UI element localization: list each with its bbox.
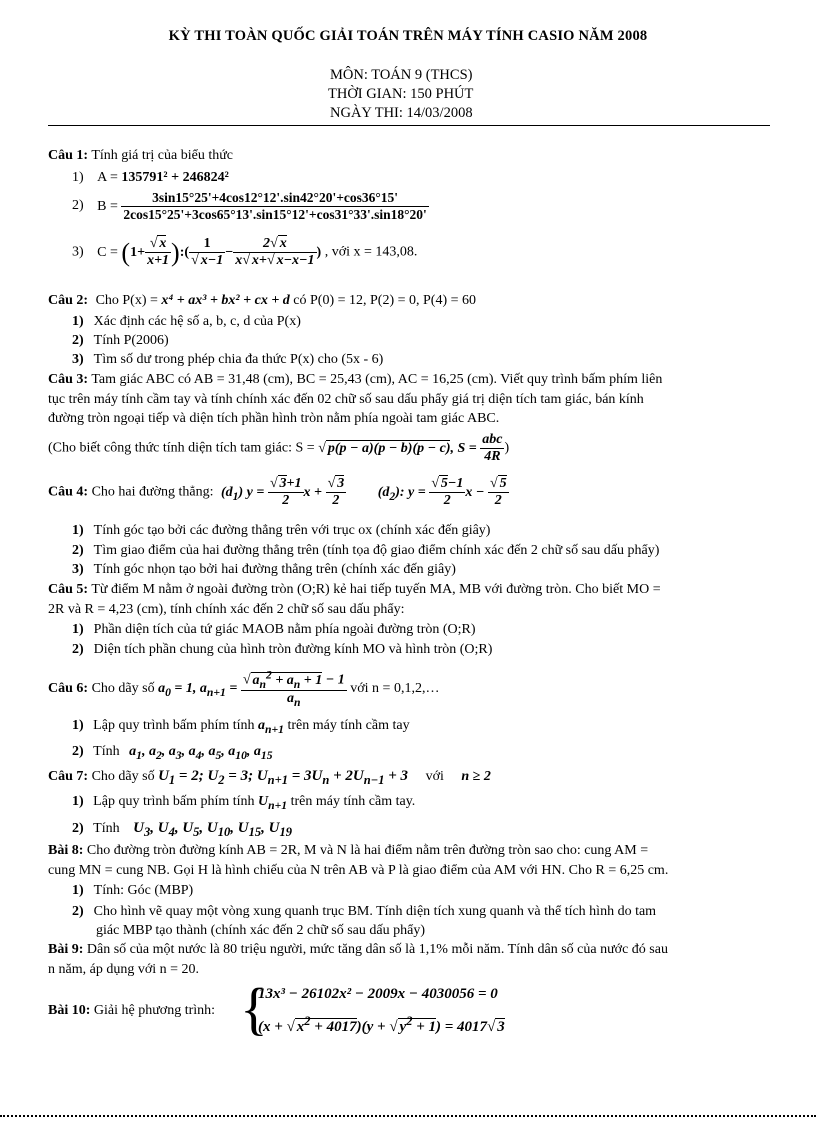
a-terms: $a_1$, $a_2$, $a_3$, $a_4$, $a_5$, $a_{10}$, $a_{15}$ xyxy=(129,744,273,762)
item-number: 1) xyxy=(72,794,84,809)
q2-item-3 xyxy=(72,352,383,368)
q3-line-2: tục trên máy tính cầm tay và tính chính xác đến 02 chữ số sau dấu phẩy giá trị diện tích tam giác, bán kính xyxy=(48,392,644,407)
q3-text-1: Tam giác ABC có AB = 31,48 (cm), BC = 25,43 (cm), AC = 16,25 (cm). Viết quy trình bấm phím liên xyxy=(91,372,663,387)
q6-label: Câu 6: xyxy=(48,680,89,696)
item-number: 2) xyxy=(72,333,84,348)
q2-intro: Cho P(x) = xyxy=(95,293,158,308)
item-number: 2) xyxy=(72,744,84,759)
b9-line-1 xyxy=(48,942,668,958)
item-text-b: trên máy tính cầm tay. xyxy=(290,794,416,809)
q1-prompt: Tính giá trị của biểu thức xyxy=(91,148,234,163)
line-d1: $(d_1) y$ = $\frac{√ 3+1}{2}$ x + $\frac{√ 3}{2}$ xyxy=(221,476,345,508)
q7-item-1 xyxy=(72,794,415,812)
q7-mid: với xyxy=(425,769,444,784)
item-text-b: trên máy tính cầm tay xyxy=(287,718,410,733)
exam-subject: MÔN: TOÁN 9 (THCS) xyxy=(330,67,473,83)
q4-item-1 xyxy=(72,523,490,539)
a-n-plus-1: $a_{n+1}$ xyxy=(258,718,284,736)
b8-item-2-cont: giác MBP tạo thành (chính xác đến 2 chữ số sau dấu phẩy) xyxy=(96,923,425,938)
b-numerator: 3sin15°25'+4cos12°12'.sin42°20'+cos36°15' xyxy=(121,190,428,207)
b9-label: Bài 9: xyxy=(48,942,84,957)
item-number: 3) xyxy=(72,244,84,260)
q1-item-2 xyxy=(72,190,429,223)
q6-intro: Cho dãy số xyxy=(91,680,155,696)
b9-text-1: Dân số của một nước là 80 triệu người, mức tăng dân số là 1,1% mỗi năm. Tính dân số của nước đó sau xyxy=(86,942,668,957)
q3-line-3: đường tròn ngoại tiếp và diện tích phần hình tròn nằm phía ngoài tam giác ABC. xyxy=(48,411,500,426)
item-number: 1) xyxy=(72,883,84,898)
item-number: 2) xyxy=(72,904,84,919)
n-condition: n ≥ 2 xyxy=(461,769,491,784)
a-lhs: A = xyxy=(97,170,118,185)
item-text: Tìm số dư trong phép chia đa thức P(x) cho (5x - 6) xyxy=(93,352,384,367)
b-denominator: 2cos15°25'+3cos65°13'.sin15°12'+cos31°33'.sin18°20' xyxy=(123,207,427,222)
item-number: 1) xyxy=(72,622,84,637)
q3-line-1 xyxy=(48,372,662,388)
item-text: Lập quy trình bấm phím tính xyxy=(93,718,255,733)
b8-line-1 xyxy=(48,843,648,859)
q4-item-3 xyxy=(72,562,456,578)
item-text: Tính góc nhọn tạo bởi hai đường thẳng trên (chính xác đến giây) xyxy=(93,562,456,577)
q2-item-1 xyxy=(72,314,301,330)
b8-label: Bài 8: xyxy=(48,843,84,858)
item-number: 3) xyxy=(72,352,84,367)
exam-date: NGÀY THI: 14/03/2008 xyxy=(330,105,473,121)
q5-item-2 xyxy=(72,642,492,658)
item-text: Xác định các hệ số a, b, c, d của P(x) xyxy=(93,314,301,329)
b8-item-2 xyxy=(72,904,656,920)
system-eq-2: (x + √ $x^2 + 4017)(y$ + √ $y^2 + 1) = 4017√$ 3 xyxy=(258,1014,505,1035)
item-number: 2) xyxy=(72,197,84,213)
b9-line-2: n năm, áp dụng với n = 20. xyxy=(48,962,200,977)
q2-heading xyxy=(48,293,476,309)
b8-item-1 xyxy=(72,883,193,899)
b-fraction xyxy=(121,190,428,223)
footer-dotted-line xyxy=(0,1115,816,1117)
item-text: Phần diện tích của tứ giác MAOB nằm phía ngoài đường tròn (O;R) xyxy=(93,622,476,637)
sequence-u-definition: $U_1 = 2$; $U_2 = 3$; $U_{n+1} = 3U_n + 2U_{n-1} + 3$ xyxy=(158,768,409,787)
item-text: Diện tích phần chung của hình tròn đường kính MO và hình tròn (O;R) xyxy=(93,642,493,657)
system-eq-1: 13x³ − 26102x² − 2009x − 4030056 = 0 xyxy=(258,986,498,1002)
q3-label: Câu 3: xyxy=(48,372,89,387)
q1-heading xyxy=(48,148,233,164)
b10-label: Bài 10: xyxy=(48,1003,91,1018)
formula-intro: (Cho biết công thức tính diện tích tam giác: S = xyxy=(48,440,315,456)
exam-time: THỜI GIAN: 150 PHÚT xyxy=(328,86,474,102)
item-text: Tính P(2006) xyxy=(93,333,169,348)
c-expression: (1+ $\frac{√ x}{x+1}$ ):( $\frac{1}{√ x-1}$ − $\frac{2√ x}{x√ x+√ x-x-1}$ ) xyxy=(121,236,325,268)
header-rule xyxy=(48,125,770,126)
q4-label: Câu 4: xyxy=(48,484,89,500)
item-text: Lập quy trình bấm phím tính xyxy=(93,794,255,809)
q3-formula xyxy=(48,432,509,465)
item-number: 3) xyxy=(72,562,84,577)
item-text: Tính: Góc (MBP) xyxy=(93,883,194,898)
item-text: Cho hình vẽ quay một vòng xung quanh trục BM. Tính diện tích xung quanh và thể tích hình do tam xyxy=(93,904,657,919)
q5-label: Câu 5: xyxy=(48,582,89,597)
c-lhs: C = xyxy=(97,244,118,260)
q2-condition: có P(0) = 12, P(2) = 0, P(4) = 60 xyxy=(293,293,477,308)
q2-polynomial: x⁴ + ax³ + bx² + cx + d xyxy=(161,293,290,308)
q4-intro: Cho hai đường thẳng: xyxy=(91,484,214,500)
q6-heading xyxy=(48,668,439,709)
q7-intro: Cho dãy số xyxy=(91,769,155,784)
item-number: 2) xyxy=(72,543,84,558)
q6-tail: với n = 0,1,2,… xyxy=(350,680,440,696)
exam-title: KỲ THI TOÀN QUỐC GIẢI TOÁN TRÊN MÁY TÍNH CASIO NĂM 2008 xyxy=(168,28,648,44)
q5-line-1 xyxy=(48,582,661,598)
item-number: 2) xyxy=(72,821,84,836)
item-text: Tính xyxy=(93,821,120,836)
item-number: 1) xyxy=(72,170,84,185)
q2-label: Câu 2: xyxy=(48,293,89,308)
item-text: Tìm giao điểm của hai đường thẳng trên (tính tọa độ giao điểm chính xác đến 2 chữ số sau dấu phẩy) xyxy=(93,543,660,558)
system-brace: { xyxy=(240,976,268,1041)
sequence-a-definition: $a_0 = 1$, $a_{n+1}$ = $\frac{√ a_n^2 + a_n + 1 - 1}{a_n}$ xyxy=(158,668,345,710)
q2-item-2 xyxy=(72,333,169,349)
q6-item-1 xyxy=(72,718,410,736)
item-number: 1) xyxy=(72,718,84,733)
q1-item-3 xyxy=(72,236,417,269)
q4-heading xyxy=(48,476,509,509)
q4-item-2 xyxy=(72,543,659,559)
item-text: Tính xyxy=(93,744,120,759)
line-d2: $(d_2)$: y = $\frac{√ 5-1}{2}$ x − $\frac{√ 5}{2}$ xyxy=(377,476,507,508)
q1-label: Câu 1: xyxy=(48,148,89,163)
item-number: 1) xyxy=(72,314,84,329)
b8-line-2: cung MN = cung NB. Gọi H là hình chiếu của N trên AB và P là giao điểm của AM với HN. Cho R = 6,25 cm. xyxy=(48,863,669,878)
c-condition: , với x = 143,08. xyxy=(324,244,418,260)
formula-close: ) xyxy=(504,440,510,456)
u-terms: $U_3$, $U_4$, $U_5$, $U_{10}$, $U_{15}$, $U_{19}$ xyxy=(133,820,292,839)
item-number: 2) xyxy=(72,642,84,657)
q5-text-1: Từ điểm M nằm ở ngoài đường tròn (O;R) kẻ hai tiếp tuyến MA, MB với đường tròn. Cho biết MO = xyxy=(91,582,661,597)
b10-intro: Giải hệ phương trình: xyxy=(93,1003,216,1018)
b-lhs: B = xyxy=(97,198,118,214)
q1-item-1 xyxy=(72,170,229,186)
q6-item-2 xyxy=(72,744,273,762)
q5-item-1 xyxy=(72,622,476,638)
q5-line-2: 2R và R = 4,23 (cm), tính chính xác đến 2 chữ số sau dấu phẩy: xyxy=(48,602,405,617)
q7-label: Câu 7: xyxy=(48,769,89,784)
q7-heading xyxy=(48,768,491,788)
area-formula: √ p(p − a)(p − b)(p − c), S = $\frac{\text{abc}}{4R}$ xyxy=(318,432,503,464)
item-text: Tính góc tạo bởi các đường thẳng trên với trục ox (chính xác đến giây) xyxy=(93,523,491,538)
item-number: 1) xyxy=(72,523,84,538)
a-expression: 135791² + 246824² xyxy=(121,170,229,185)
b10-heading xyxy=(48,1003,215,1019)
q7-item-2 xyxy=(72,820,292,840)
b8-text-1: Cho đường tròn đường kính AB = 2R, M và N là hai điểm nằm trên đường tròn sao cho: cung AM = xyxy=(86,843,649,858)
u-n-plus-1: $U_{n+1}$ xyxy=(258,794,288,812)
